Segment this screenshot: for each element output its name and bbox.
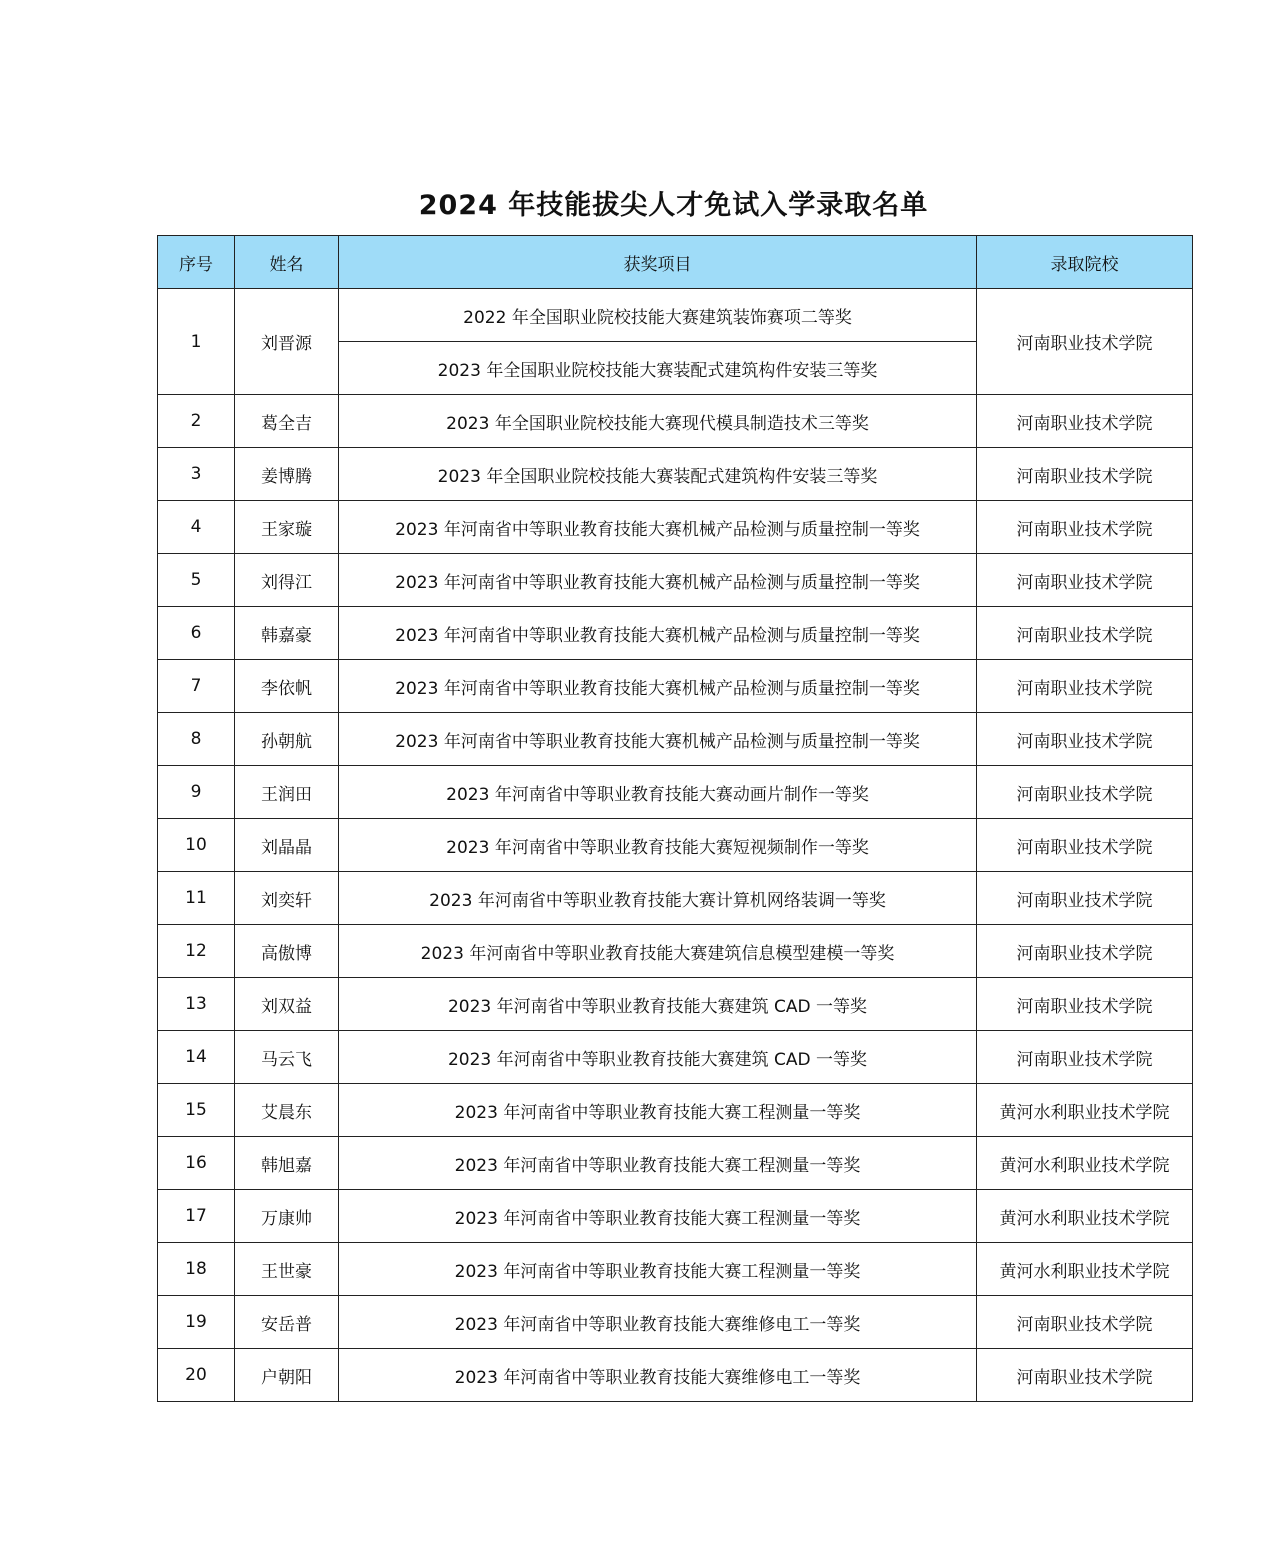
cell-no: 16	[158, 1137, 235, 1190]
table-header	[158, 236, 1193, 289]
cell-no: 5	[158, 554, 235, 607]
cell-school: 河南职业技术学院	[977, 607, 1193, 660]
cell-no: 9	[158, 766, 235, 819]
cell-name: 王家璇	[235, 501, 339, 554]
cell-name: 韩嘉豪	[235, 607, 339, 660]
cell-name: 李依帆	[235, 660, 339, 713]
document-title: 2024 年技能拔尖人才免试入学录取名单	[418, 190, 929, 221]
cell-award: 2022 年全国职业院校技能大赛建筑装饰赛项二等奖	[339, 289, 977, 342]
cell-school: 河南职业技术学院	[977, 1031, 1193, 1084]
cell-no: 4	[158, 501, 235, 554]
table-row	[158, 289, 1193, 342]
cell-school: 河南职业技术学院	[977, 501, 1193, 554]
cell-name: 户朝阳	[235, 1349, 339, 1402]
cell-award: 2023 年河南省中等职业教育技能大赛维修电工一等奖	[339, 1349, 977, 1402]
table-row	[158, 1190, 1193, 1243]
cell-award: 2023 年河南省中等职业教育技能大赛短视频制作一等奖	[339, 819, 977, 872]
table-row	[158, 448, 1193, 501]
cell-award: 2023 年河南省中等职业教育技能大赛机械产品检测与质量控制一等奖	[339, 660, 977, 713]
cell-no: 13	[158, 978, 235, 1031]
cell-school: 黄河水利职业技术学院	[977, 1137, 1193, 1190]
cell-no: 20	[158, 1349, 235, 1402]
table-row	[158, 766, 1193, 819]
header-award: 获奖项目	[339, 236, 977, 289]
cell-no: 6	[158, 607, 235, 660]
cell-award: 2023 年河南省中等职业教育技能大赛建筑 CAD 一等奖	[339, 978, 977, 1031]
cell-school: 河南职业技术学院	[977, 819, 1193, 872]
table-row	[158, 713, 1193, 766]
cell-award: 2023 年河南省中等职业教育技能大赛机械产品检测与质量控制一等奖	[339, 713, 977, 766]
cell-school: 河南职业技术学院	[977, 978, 1193, 1031]
cell-no: 1	[158, 289, 235, 395]
header-row	[158, 236, 1193, 289]
cell-no: 12	[158, 925, 235, 978]
table-row	[158, 872, 1193, 925]
cell-name: 高傲博	[235, 925, 339, 978]
cell-school: 河南职业技术学院	[977, 289, 1193, 395]
cell-school: 河南职业技术学院	[977, 713, 1193, 766]
cell-no: 14	[158, 1031, 235, 1084]
cell-name: 葛全吉	[235, 395, 339, 448]
table-row	[158, 1296, 1193, 1349]
table-row	[158, 1349, 1193, 1402]
cell-award: 2023 年全国职业院校技能大赛装配式建筑构件安装三等奖	[339, 448, 977, 501]
cell-name: 王润田	[235, 766, 339, 819]
cell-school: 河南职业技术学院	[977, 872, 1193, 925]
cell-name: 王世豪	[235, 1243, 339, 1296]
cell-award: 2023 年河南省中等职业教育技能大赛动画片制作一等奖	[339, 766, 977, 819]
cell-school: 河南职业技术学院	[977, 448, 1193, 501]
cell-school: 河南职业技术学院	[977, 554, 1193, 607]
cell-school: 河南职业技术学院	[977, 395, 1193, 448]
cell-no: 7	[158, 660, 235, 713]
table-row	[158, 1137, 1193, 1190]
cell-award: 2023 年河南省中等职业教育技能大赛维修电工一等奖	[339, 1296, 977, 1349]
cell-award: 2023 年河南省中等职业教育技能大赛机械产品检测与质量控制一等奖	[339, 554, 977, 607]
table-row	[158, 978, 1193, 1031]
table-row	[158, 607, 1193, 660]
cell-school: 河南职业技术学院	[977, 1296, 1193, 1349]
cell-no: 17	[158, 1190, 235, 1243]
cell-no: 19	[158, 1296, 235, 1349]
cell-no: 2	[158, 395, 235, 448]
cell-name: 姜博腾	[235, 448, 339, 501]
cell-no: 18	[158, 1243, 235, 1296]
table-row	[158, 925, 1193, 978]
cell-school: 河南职业技术学院	[977, 925, 1193, 978]
cell-school: 河南职业技术学院	[977, 766, 1193, 819]
admission-table	[157, 235, 1193, 1402]
table-row	[158, 395, 1193, 448]
table-row	[158, 1031, 1193, 1084]
cell-school: 河南职业技术学院	[977, 1349, 1193, 1402]
cell-school: 河南职业技术学院	[977, 660, 1193, 713]
table-row	[158, 554, 1193, 607]
cell-award: 2023 年河南省中等职业教育技能大赛建筑 CAD 一等奖	[339, 1031, 977, 1084]
table-row	[158, 819, 1193, 872]
cell-name: 刘晋源	[235, 289, 339, 395]
table-row	[158, 501, 1193, 554]
cell-award: 2023 年河南省中等职业教育技能大赛工程测量一等奖	[339, 1190, 977, 1243]
cell-name: 韩旭嘉	[235, 1137, 339, 1190]
cell-name: 刘晶晶	[235, 819, 339, 872]
cell-school: 黄河水利职业技术学院	[977, 1190, 1193, 1243]
header-no: 序号	[158, 236, 235, 289]
cell-name: 艾晨东	[235, 1084, 339, 1137]
cell-award: 2023 年河南省中等职业教育技能大赛工程测量一等奖	[339, 1084, 977, 1137]
cell-name: 刘奕轩	[235, 872, 339, 925]
table-row	[158, 1084, 1193, 1137]
cell-award: 2023 年河南省中等职业教育技能大赛计算机网络装调一等奖	[339, 872, 977, 925]
cell-no: 11	[158, 872, 235, 925]
table-row	[158, 1243, 1193, 1296]
cell-name: 万康帅	[235, 1190, 339, 1243]
cell-name: 安岳普	[235, 1296, 339, 1349]
cell-name: 孙朝航	[235, 713, 339, 766]
cell-award: 2023 年全国职业院校技能大赛现代模具制造技术三等奖	[339, 395, 977, 448]
header-name: 姓名	[235, 236, 339, 289]
cell-name: 刘双益	[235, 978, 339, 1031]
cell-name: 马云飞	[235, 1031, 339, 1084]
cell-award: 2023 年河南省中等职业教育技能大赛建筑信息模型建模一等奖	[339, 925, 977, 978]
cell-no: 15	[158, 1084, 235, 1137]
cell-no: 8	[158, 713, 235, 766]
cell-award: 2023 年全国职业院校技能大赛装配式建筑构件安装三等奖	[339, 342, 977, 395]
table-row	[158, 660, 1193, 713]
table-body	[158, 289, 1193, 1402]
header-school: 录取院校	[977, 236, 1193, 289]
cell-award: 2023 年河南省中等职业教育技能大赛工程测量一等奖	[339, 1243, 977, 1296]
cell-school: 黄河水利职业技术学院	[977, 1084, 1193, 1137]
cell-award: 2023 年河南省中等职业教育技能大赛工程测量一等奖	[339, 1137, 977, 1190]
cell-school: 黄河水利职业技术学院	[977, 1243, 1193, 1296]
cell-award: 2023 年河南省中等职业教育技能大赛机械产品检测与质量控制一等奖	[339, 607, 977, 660]
cell-award: 2023 年河南省中等职业教育技能大赛机械产品检测与质量控制一等奖	[339, 501, 977, 554]
cell-name: 刘得江	[235, 554, 339, 607]
cell-no: 10	[158, 819, 235, 872]
cell-no: 3	[158, 448, 235, 501]
